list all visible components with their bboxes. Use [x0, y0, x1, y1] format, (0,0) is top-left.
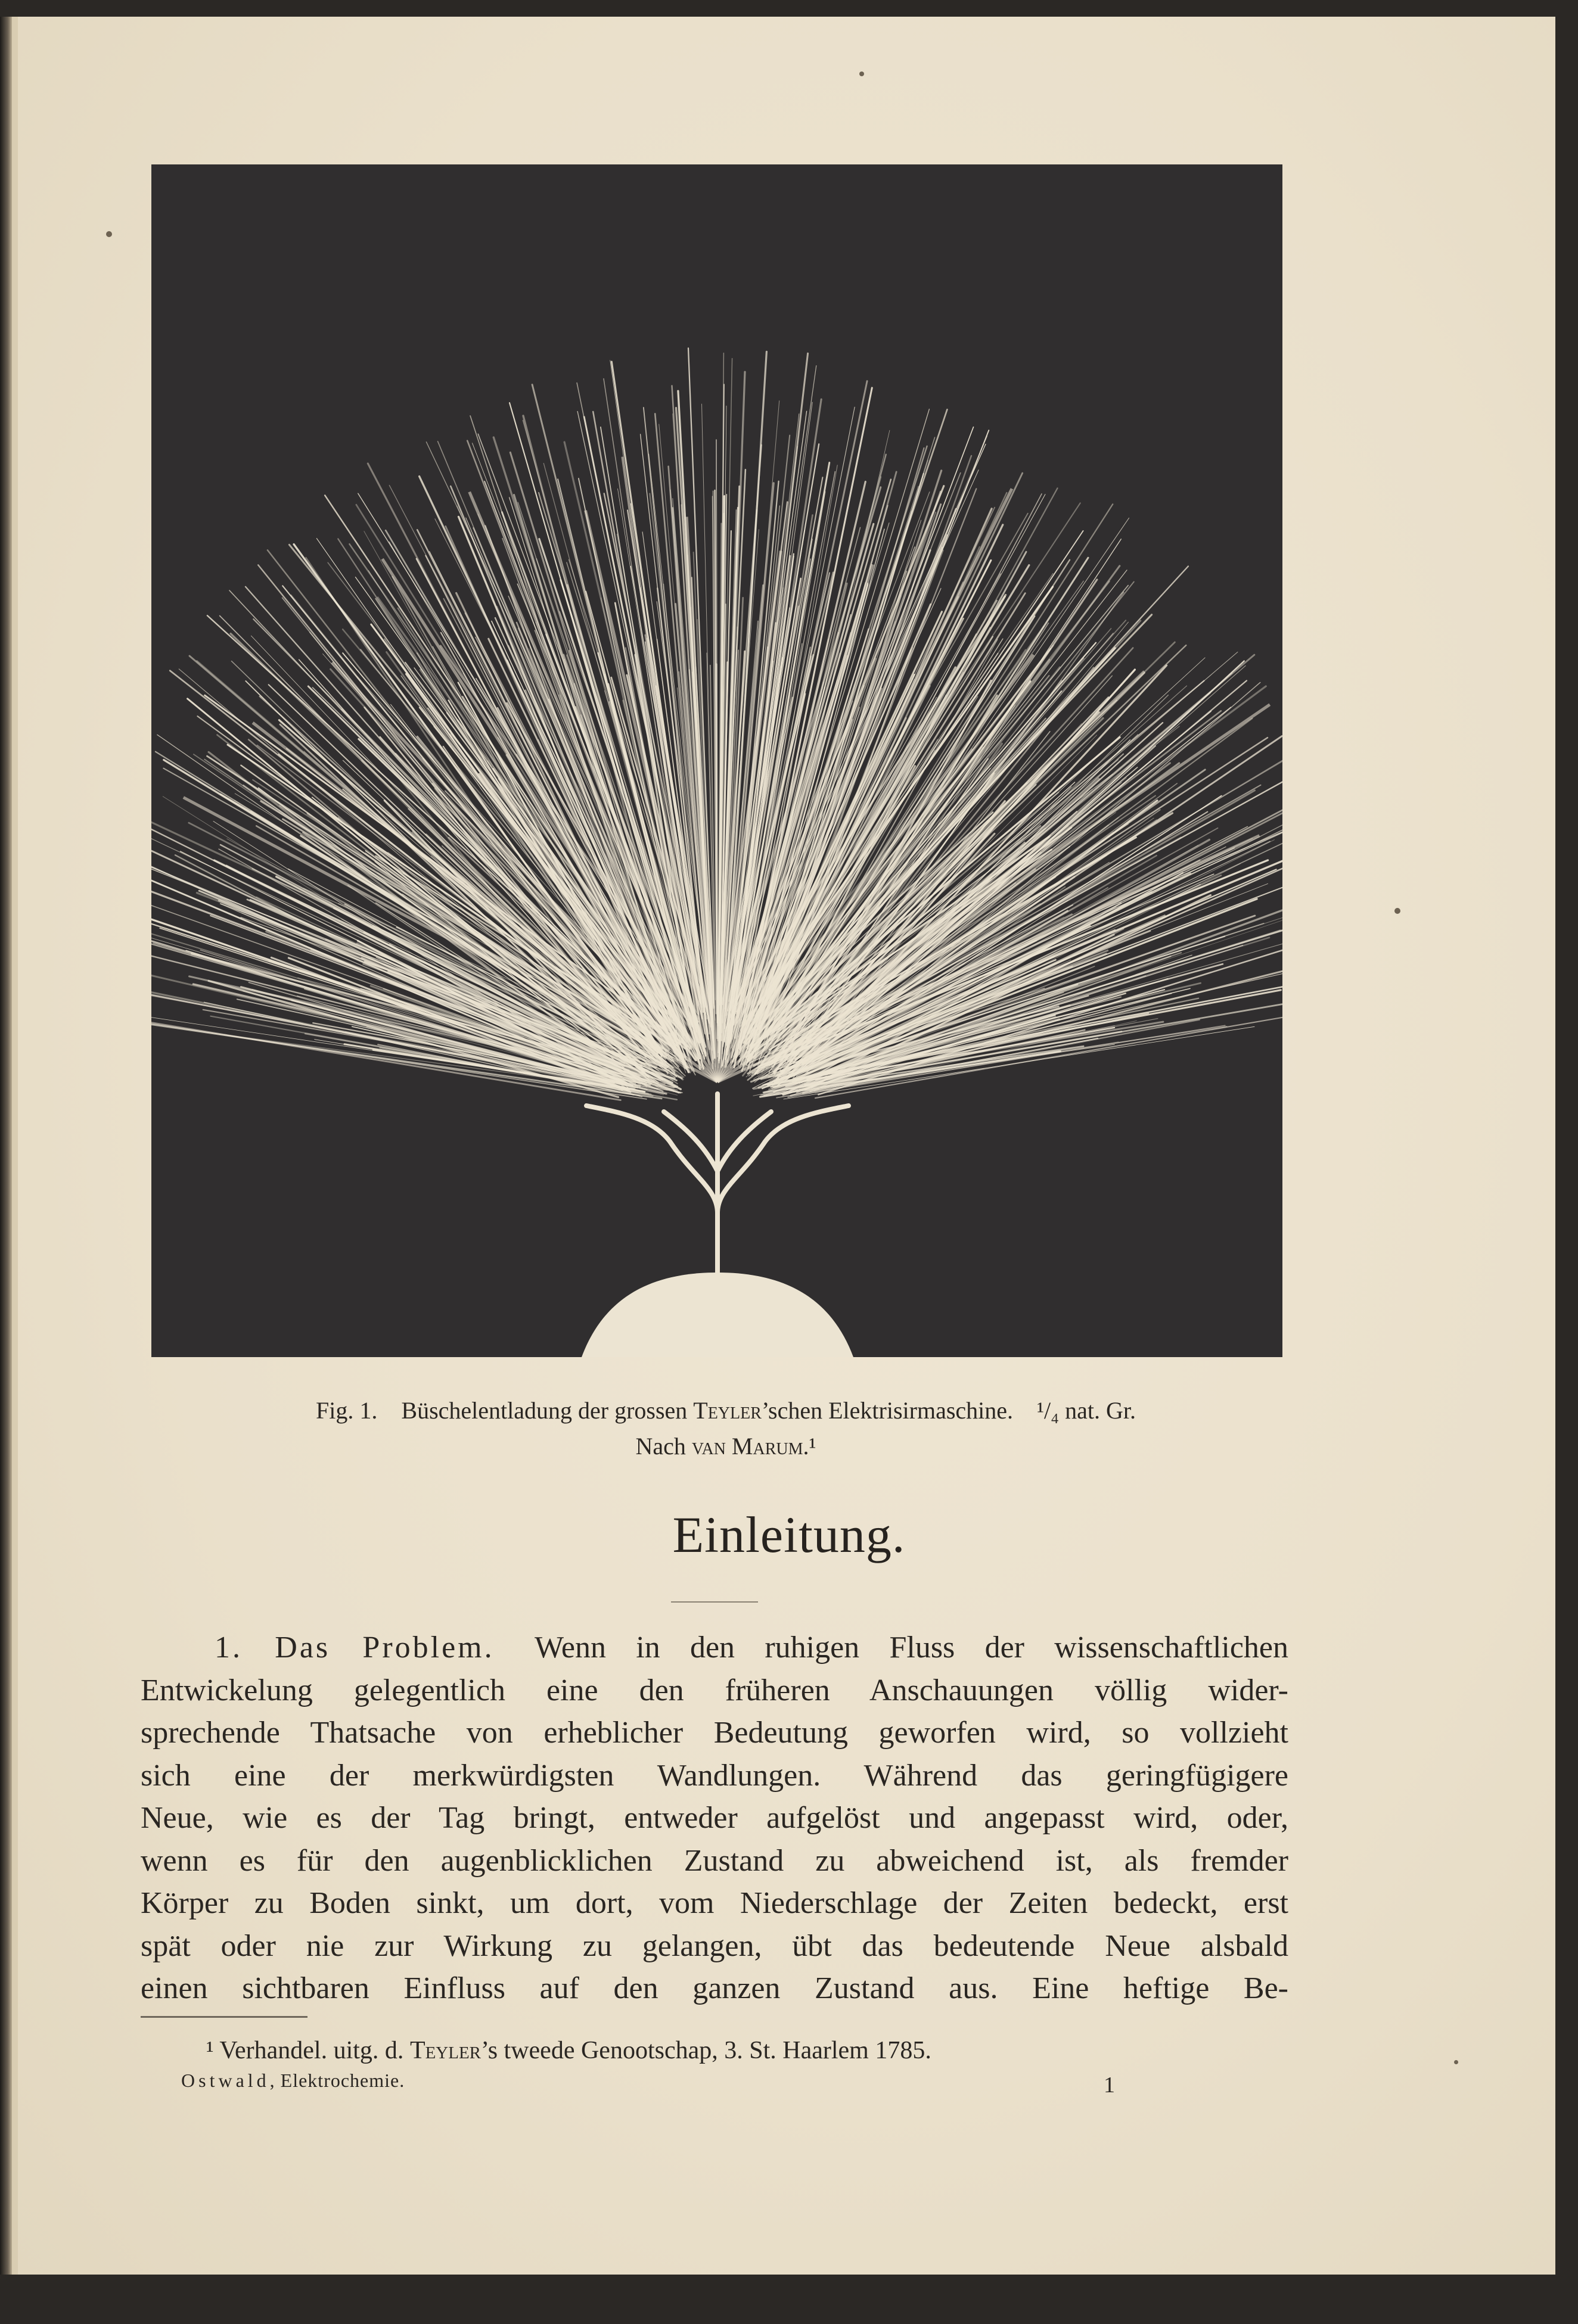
- body-line: sich eine der merkwürdigsten Wandlungen. Während das geringfügigere: [141, 1758, 1288, 1793]
- footnote-text-before: Verhandel. uitg. d.: [213, 2037, 410, 2064]
- caption-text-before: Büschelentladung der grossen: [401, 1397, 694, 1424]
- footnote-mark: ¹: [206, 2037, 214, 2064]
- electric-brush-discharge-illustration: [151, 164, 1282, 1357]
- footnote-name: Teyler: [409, 2037, 482, 2064]
- body-line: Neue, wie es der Tag bringt, entweder aufgelöst und angepasst wird, oder,: [141, 1801, 1288, 1835]
- footnote: [206, 2033, 931, 2068]
- signature-author: Ostwald: [181, 2070, 270, 2091]
- caption-name: Teyler: [693, 1397, 762, 1424]
- body-line: spät oder nie zur Wirkung zu gelangen, übt das bedeutende Neue alsbald: [141, 1928, 1288, 1963]
- paper-speck: [1454, 2060, 1458, 2064]
- chapter-title: Einleitung.: [672, 1506, 906, 1563]
- paper-speck: [1394, 908, 1400, 914]
- caption-source-prefix: Nach: [635, 1433, 692, 1460]
- body-line: Körper zu Boden sinkt, um dort, vom Niederschlage der Zeiten bedeckt, erst: [141, 1886, 1288, 1920]
- caption-source-suffix: .¹: [803, 1433, 816, 1460]
- paper-speck: [106, 231, 112, 237]
- caption-line-1: [190, 1393, 1262, 1429]
- figure-illustration: [151, 164, 1282, 1357]
- caption-text-after: ’schen Elektrisirmaschine.: [761, 1397, 1014, 1424]
- figure-caption: [190, 1393, 1262, 1464]
- signature-title: , Elektrochemie.: [269, 2070, 405, 2091]
- caption-scale: ¹/₄ nat. Gr.: [1037, 1397, 1136, 1424]
- section-heading: 1. Das Problem.: [215, 1631, 495, 1665]
- sheet-signature: [181, 2070, 405, 2092]
- body-line-text: Wenn in den ruhigen Fluss der wissenschaftlichen: [534, 1631, 1289, 1665]
- footnote-divider: [141, 2016, 307, 2018]
- title-divider: [671, 1601, 758, 1603]
- caption-line-2: [190, 1429, 1262, 1464]
- body-line: sprechende Thatsache von erheblicher Bedeutung geworfen wird, so vollzieht: [141, 1716, 1288, 1750]
- sheet-number: 1: [1104, 2073, 1115, 2098]
- body-line: wenn es für den augenblicklichen Zustand zu abweichend ist, als fremder: [141, 1843, 1288, 1878]
- body-line: [141, 1626, 1288, 1669]
- book-binding-edge: [0, 17, 13, 2275]
- body-line: einen sichtbaren Einfluss auf den ganzen Zustand aus. Eine heftige Be-: [141, 1971, 1288, 2005]
- caption-source-name: van Marum: [691, 1433, 803, 1460]
- body-line: Entwickelung gelegentlich eine den früheren Anschauungen völlig wider-: [141, 1673, 1288, 1707]
- footnote-text-after: ’s tweede Genootschap, 3. St. Haarlem 1785.: [481, 2037, 931, 2064]
- caption-figure-number: Fig. 1.: [316, 1397, 378, 1424]
- body-paragraph: [141, 1626, 1288, 2010]
- paper-speck: [859, 71, 864, 76]
